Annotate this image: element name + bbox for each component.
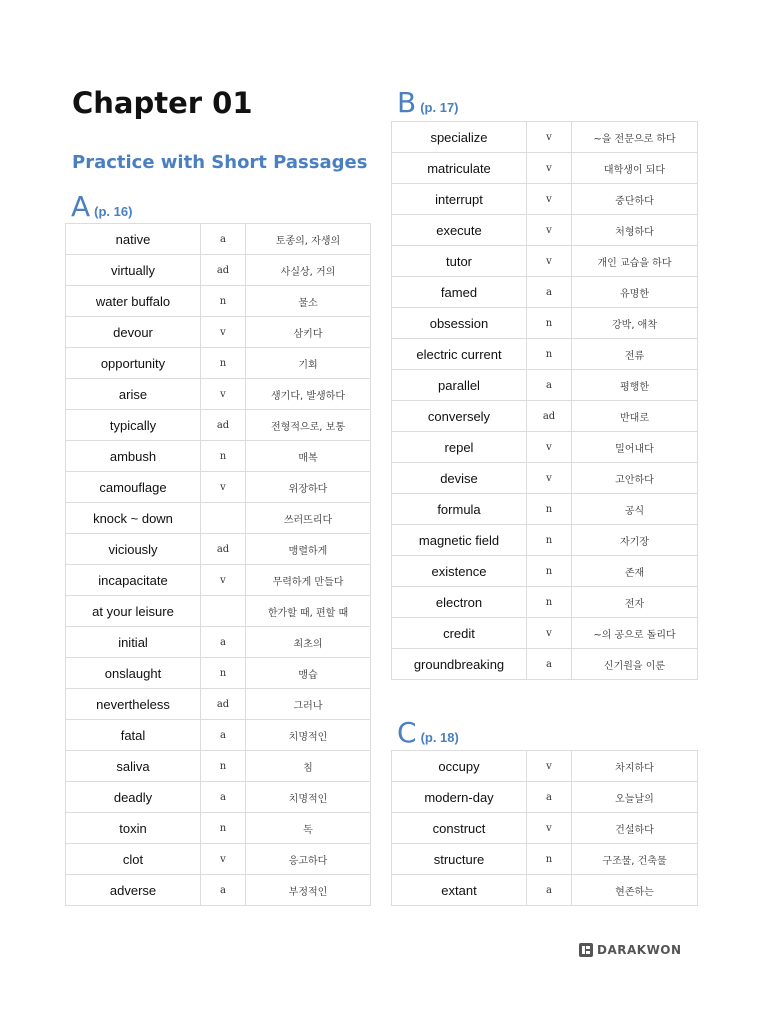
korean-meaning: 처형하다 — [572, 215, 698, 246]
part-of-speech: n — [527, 339, 572, 370]
vocab-row — [392, 432, 698, 463]
vocab-word: saliva — [66, 751, 201, 782]
part-of-speech: v — [527, 618, 572, 649]
vocab-word: repel — [392, 432, 527, 463]
part-of-speech: n — [201, 286, 246, 317]
vocab-word: nevertheless — [66, 689, 201, 720]
vocab-word: electron — [392, 587, 527, 618]
vocab-row — [392, 782, 698, 813]
korean-meaning: 응고하다 — [246, 844, 371, 875]
part-of-speech: n — [527, 844, 572, 875]
korean-meaning: ~을 전문으로 하다 — [572, 122, 698, 153]
vocab-word: toxin — [66, 813, 201, 844]
vocab-word: water buffalo — [66, 286, 201, 317]
vocab-word: adverse — [66, 875, 201, 906]
korean-meaning: 치명적인 — [246, 720, 371, 751]
korean-meaning: 신기원을 이룬 — [572, 649, 698, 680]
korean-meaning: 구조물, 건축물 — [572, 844, 698, 875]
korean-meaning: 침 — [246, 751, 371, 782]
vocab-word: clot — [66, 844, 201, 875]
vocab-row — [66, 565, 371, 596]
vocab-row — [66, 689, 371, 720]
part-of-speech: a — [527, 782, 572, 813]
korean-meaning: 한가할 때, 편할 때 — [246, 596, 371, 627]
vocab-word: construct — [392, 813, 527, 844]
vocab-word: conversely — [392, 401, 527, 432]
vocab-row — [66, 534, 371, 565]
korean-meaning: 현존하는 — [572, 875, 698, 906]
part-of-speech: n — [201, 658, 246, 689]
part-of-speech: v — [527, 153, 572, 184]
korean-meaning: 밀어내다 — [572, 432, 698, 463]
korean-meaning: 부정적인 — [246, 875, 371, 906]
vocab-word: deadly — [66, 782, 201, 813]
part-of-speech: n — [527, 308, 572, 339]
vocab-word: occupy — [392, 751, 527, 782]
vocab-row — [66, 844, 371, 875]
vocab-word: typically — [66, 410, 201, 441]
vocab-word: tutor — [392, 246, 527, 277]
korean-meaning: 공식 — [572, 494, 698, 525]
part-of-speech — [201, 596, 246, 627]
vocab-row — [392, 308, 698, 339]
vocab-word: opportunity — [66, 348, 201, 379]
vocab-row — [66, 348, 371, 379]
vocab-word: fatal — [66, 720, 201, 751]
part-of-speech: a — [527, 277, 572, 308]
korean-meaning: ~의 공으로 돌리다 — [572, 618, 698, 649]
korean-meaning: 생기다, 발생하다 — [246, 379, 371, 410]
vocab-row — [392, 215, 698, 246]
vocab-word: specialize — [392, 122, 527, 153]
korean-meaning: 전류 — [572, 339, 698, 370]
vocab-row — [392, 277, 698, 308]
vocab-row — [66, 658, 371, 689]
vocab-row — [392, 618, 698, 649]
part-of-speech: a — [201, 782, 246, 813]
vocab-row — [392, 844, 698, 875]
part-of-speech: v — [527, 215, 572, 246]
korean-meaning: 최초의 — [246, 627, 371, 658]
vocab-row — [392, 494, 698, 525]
vocab-row — [392, 153, 698, 184]
korean-meaning: 독 — [246, 813, 371, 844]
korean-meaning: 자기장 — [572, 525, 698, 556]
korean-meaning: 매복 — [246, 441, 371, 472]
vocab-word: execute — [392, 215, 527, 246]
section-subtitle: Practice with Short Passages — [72, 152, 368, 173]
vocab-word: formula — [392, 494, 527, 525]
logo-text: DARAKWON — [597, 943, 682, 957]
part-of-speech: v — [527, 184, 572, 215]
part-of-speech: a — [527, 370, 572, 401]
part-of-speech: n — [201, 751, 246, 782]
korean-meaning: 사실상, 거의 — [246, 255, 371, 286]
korean-meaning: 삼키다 — [246, 317, 371, 348]
vocab-row — [66, 255, 371, 286]
part-of-speech: a — [201, 627, 246, 658]
korean-meaning: 맹습 — [246, 658, 371, 689]
vocab-table-a — [65, 223, 371, 906]
korean-meaning: 물소 — [246, 286, 371, 317]
part-of-speech: v — [527, 246, 572, 277]
vocab-word: native — [66, 224, 201, 255]
vocab-word: obsession — [392, 308, 527, 339]
korean-meaning: 개인 교습을 하다 — [572, 246, 698, 277]
vocab-row — [392, 587, 698, 618]
part-of-speech: n — [527, 556, 572, 587]
vocab-word: at your leisure — [66, 596, 201, 627]
korean-meaning: 중단하다 — [572, 184, 698, 215]
korean-meaning: 맹렬하게 — [246, 534, 371, 565]
vocab-word: groundbreaking — [392, 649, 527, 680]
part-of-speech: v — [527, 122, 572, 153]
korean-meaning: 고안하다 — [572, 463, 698, 494]
darakwon-logo-icon — [579, 943, 593, 957]
vocab-word: devise — [392, 463, 527, 494]
section-letter: A — [71, 190, 91, 223]
section-letter: B — [397, 86, 417, 119]
vocab-row — [392, 184, 698, 215]
korean-meaning: 유명한 — [572, 277, 698, 308]
part-of-speech: v — [201, 317, 246, 348]
korean-meaning: 존재 — [572, 556, 698, 587]
section-page-ref: (p. 18) — [420, 730, 459, 745]
part-of-speech: v — [201, 565, 246, 596]
section-page-ref: (p. 17) — [420, 100, 459, 115]
section-letter: C — [397, 716, 417, 749]
vocab-row — [392, 246, 698, 277]
part-of-speech: v — [527, 751, 572, 782]
part-of-speech: v — [527, 813, 572, 844]
part-of-speech: n — [527, 494, 572, 525]
korean-meaning: 기회 — [246, 348, 371, 379]
vocab-row — [66, 596, 371, 627]
vocab-row — [392, 525, 698, 556]
part-of-speech — [201, 503, 246, 534]
vocab-row — [66, 782, 371, 813]
vocab-row — [392, 401, 698, 432]
vocab-word: interrupt — [392, 184, 527, 215]
vocab-row — [392, 649, 698, 680]
vocab-row — [392, 122, 698, 153]
vocab-word: incapacitate — [66, 565, 201, 596]
part-of-speech: n — [201, 813, 246, 844]
part-of-speech: v — [527, 432, 572, 463]
publisher-logo — [579, 943, 682, 957]
vocab-word: devour — [66, 317, 201, 348]
part-of-speech: n — [527, 525, 572, 556]
vocab-row — [66, 286, 371, 317]
part-of-speech: a — [527, 649, 572, 680]
part-of-speech: v — [201, 844, 246, 875]
vocab-word: famed — [392, 277, 527, 308]
section-b-heading — [397, 86, 459, 119]
vocab-row — [392, 751, 698, 782]
vocab-word: modern-day — [392, 782, 527, 813]
part-of-speech: ad — [201, 689, 246, 720]
vocab-word: matriculate — [392, 153, 527, 184]
part-of-speech: n — [201, 348, 246, 379]
part-of-speech: ad — [201, 534, 246, 565]
vocab-row — [66, 875, 371, 906]
vocab-word: camouflage — [66, 472, 201, 503]
part-of-speech: a — [201, 720, 246, 751]
part-of-speech: a — [201, 224, 246, 255]
korean-meaning: 차지하다 — [572, 751, 698, 782]
vocab-row — [66, 224, 371, 255]
korean-meaning: 강박, 애착 — [572, 308, 698, 339]
vocab-row — [392, 339, 698, 370]
vocab-table-c — [391, 750, 698, 906]
vocab-word: initial — [66, 627, 201, 658]
section-a-heading — [71, 190, 132, 223]
vocab-word: arise — [66, 379, 201, 410]
korean-meaning: 치명적인 — [246, 782, 371, 813]
vocab-row — [392, 463, 698, 494]
vocab-word: onslaught — [66, 658, 201, 689]
vocab-row — [66, 441, 371, 472]
part-of-speech: a — [201, 875, 246, 906]
korean-meaning: 오늘날의 — [572, 782, 698, 813]
part-of-speech: a — [527, 875, 572, 906]
korean-meaning: 전형적으로, 보통 — [246, 410, 371, 441]
part-of-speech: v — [527, 463, 572, 494]
korean-meaning: 평행한 — [572, 370, 698, 401]
section-page-ref: (p. 16) — [94, 204, 133, 219]
vocab-row — [392, 370, 698, 401]
korean-meaning: 반대로 — [572, 401, 698, 432]
vocab-row — [392, 556, 698, 587]
vocab-word: knock ~ down — [66, 503, 201, 534]
part-of-speech: v — [201, 379, 246, 410]
part-of-speech: v — [201, 472, 246, 503]
vocab-word: virtually — [66, 255, 201, 286]
vocab-row — [66, 503, 371, 534]
korean-meaning: 건설하다 — [572, 813, 698, 844]
vocab-word: existence — [392, 556, 527, 587]
vocab-row — [392, 813, 698, 844]
vocab-row — [66, 627, 371, 658]
vocab-row — [66, 751, 371, 782]
vocab-row — [66, 379, 371, 410]
korean-meaning: 대학생이 되다 — [572, 153, 698, 184]
vocab-word: credit — [392, 618, 527, 649]
part-of-speech: ad — [201, 255, 246, 286]
vocab-row — [66, 317, 371, 348]
part-of-speech: n — [527, 587, 572, 618]
vocab-row — [66, 813, 371, 844]
vocab-word: extant — [392, 875, 527, 906]
section-c-heading — [397, 716, 459, 749]
vocab-word: magnetic field — [392, 525, 527, 556]
korean-meaning: 토종의, 자생의 — [246, 224, 371, 255]
korean-meaning: 무력하게 만들다 — [246, 565, 371, 596]
vocab-table-b — [391, 121, 698, 680]
vocab-row — [66, 720, 371, 751]
vocab-row — [392, 875, 698, 906]
korean-meaning: 쓰러뜨리다 — [246, 503, 371, 534]
chapter-title: Chapter 01 — [72, 86, 253, 120]
vocab-word: electric current — [392, 339, 527, 370]
vocab-word: structure — [392, 844, 527, 875]
vocab-word: ambush — [66, 441, 201, 472]
part-of-speech: ad — [201, 410, 246, 441]
part-of-speech: ad — [527, 401, 572, 432]
vocab-word: parallel — [392, 370, 527, 401]
korean-meaning: 그러나 — [246, 689, 371, 720]
part-of-speech: n — [201, 441, 246, 472]
korean-meaning: 전자 — [572, 587, 698, 618]
vocab-row — [66, 410, 371, 441]
korean-meaning: 위장하다 — [246, 472, 371, 503]
vocab-row — [66, 472, 371, 503]
vocab-word: viciously — [66, 534, 201, 565]
